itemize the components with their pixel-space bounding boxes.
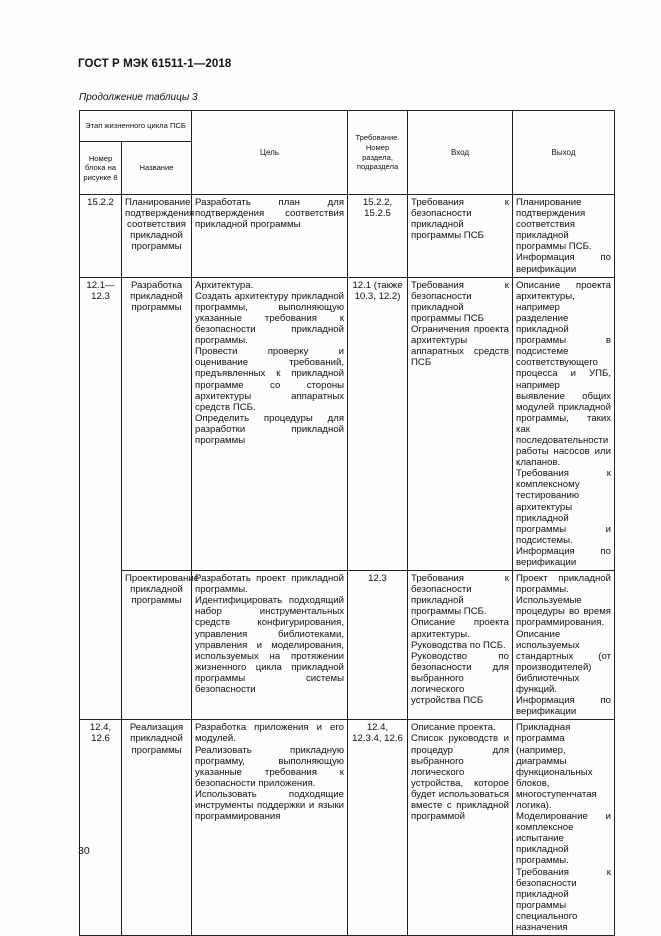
cell-input <box>408 277 513 570</box>
input-paragraph: Список руководств и процедур для выбранного логического устройства, которое будет использоваться вместе с прикладной программой <box>411 733 510 823</box>
cell-input <box>408 720 513 936</box>
goal-paragraph: Идентифицировать подходящий набор инструментальных средств конфигурирования, управления библиотеками, управления и моделирования, используемых на протяжении жизненного цикла прикладной программы системы безопасности <box>195 595 345 696</box>
output-paragraph: Планирование подтверждения соответствия прикладной программы ПСБ. <box>516 197 592 253</box>
cell-input <box>408 195 513 278</box>
output-paragraph: Описание проекта архитектуры, например разделение прикладной программы в подсистеме соответствующего процесса и УПБ, например выявление общих модулей прикладной программы, таких как последовательности работы насосов или клапанов. <box>516 279 612 469</box>
input-paragraph: Описание проекта архитектуры. <box>411 617 510 640</box>
cell-input <box>408 571 513 720</box>
cell-name: Проектирование прикладной программы <box>122 571 192 720</box>
cell-number: 12.1—12.3 <box>80 277 122 720</box>
table-row <box>80 571 615 720</box>
header-goal: Цель <box>192 111 348 195</box>
header-number: Номер блока на рисунке 8 <box>80 142 122 195</box>
cell-requirement: 12.3 <box>348 571 408 720</box>
table-row <box>80 720 615 936</box>
cell-goal <box>192 195 348 278</box>
input-paragraph: Описание проекта. <box>411 722 496 734</box>
output-paragraph: Информация по верификации <box>516 252 612 275</box>
cell-name: Планирование подтверждения соответствия прикладной программы <box>122 195 192 278</box>
cell-name: Разработка прикладной программы <box>122 277 192 570</box>
header-stage: Этап жизненного цикла ПСБ <box>80 111 192 142</box>
header-requirement: Требование. Номер раздела, подраздела <box>348 111 408 195</box>
cell-goal <box>192 571 348 720</box>
output-paragraph: Моделирование и комплексное испытание прикладной программы. <box>516 811 612 867</box>
output-paragraph: Используемые процедуры во время программирования. <box>516 595 612 629</box>
cell-number: 12.4, 12.6 <box>80 720 122 936</box>
goal-paragraph: Провести проверку и оценивание требований, предъявленных к прикладной программе со стороны архитектуры аппаратных средств ПСБ. <box>195 346 345 413</box>
output-paragraph: Проект прикладной программы. <box>516 573 612 596</box>
output-paragraph: Информация по верификации <box>516 545 612 568</box>
cell-requirement: 12.4, 12.3.4, 12.6 <box>348 720 408 936</box>
table-row <box>80 195 615 278</box>
output-paragraph: Требования к безопасности прикладной программы специального назначения <box>516 866 612 933</box>
header-row-1 <box>80 111 615 142</box>
table-row <box>80 277 615 570</box>
page-number: 30 <box>78 845 90 857</box>
input-paragraph: Требования к безопасности прикладной программы ПСБ. <box>411 573 510 618</box>
cell-output <box>513 277 615 570</box>
cell-goal <box>192 277 348 570</box>
document-title: ГОСТ Р МЭК 61511-1—2018 <box>78 58 232 70</box>
input-paragraph: Требования к безопасности прикладной программы ПСБ <box>411 197 510 242</box>
goal-paragraph: Архитектура. <box>195 279 254 291</box>
cell-name: Реализация прикладной программы <box>122 720 192 936</box>
input-paragraph: Ограничения проекта архитектуры аппаратных средств ПСБ <box>411 324 510 369</box>
goal-paragraph: Разработать проект прикладной программы. <box>195 573 345 596</box>
goal-paragraph: Разработка приложения и его модулей. <box>195 722 345 745</box>
cell-requirement: 12.1 (также 10.3, 12.2) <box>348 277 408 570</box>
input-paragraph: Руководство по безопасности для выбранного логического устройства ПСБ <box>411 650 510 707</box>
output-paragraph: Информация по верификации <box>516 695 612 718</box>
goal-paragraph: Разработать план для подтверждения соответствия прикладной программы <box>195 197 345 231</box>
cell-output <box>513 720 615 936</box>
table-continuation-label: Продолжение таблицы 3 <box>79 92 198 103</box>
input-paragraph: Требования к безопасности прикладной программы ПСБ <box>411 279 510 324</box>
cell-number: 15.2.2 <box>80 195 122 278</box>
cell-goal <box>192 720 348 936</box>
input-paragraph: Руководства по ПСБ. <box>411 639 506 651</box>
header-name: Название <box>122 142 192 195</box>
output-paragraph: Требования к комплексному тестированию архитектуры прикладной программы и подсистемы. <box>516 468 612 546</box>
header-output: Выход <box>513 111 615 195</box>
goal-paragraph: Реализовать прикладную программу, выполняющую указанные требования к безопасности приложения. <box>195 744 345 789</box>
cell-output <box>513 571 615 720</box>
cell-requirement: 15.2.2, 15.2.5 <box>348 195 408 278</box>
output-paragraph: Описание используемых стандартных (от производителей) библиотечных функций. <box>516 628 612 696</box>
cell-output <box>513 195 615 278</box>
goal-paragraph: Использовать подходящие инструменты поддержки и языки программирования <box>195 788 345 823</box>
lifecycle-table <box>79 110 615 936</box>
goal-paragraph: Создать архитектуру прикладной программы, выполняющую указанные требования к безопасности прикладной программы. <box>195 290 345 347</box>
goal-paragraph: Определить процедуры для разработки прикладной программы <box>195 412 345 446</box>
output-paragraph: Прикладная программа (например, диаграммы функциональных блоков, многоступенчатая логика). <box>516 722 597 811</box>
header-input: Вход <box>408 111 513 195</box>
